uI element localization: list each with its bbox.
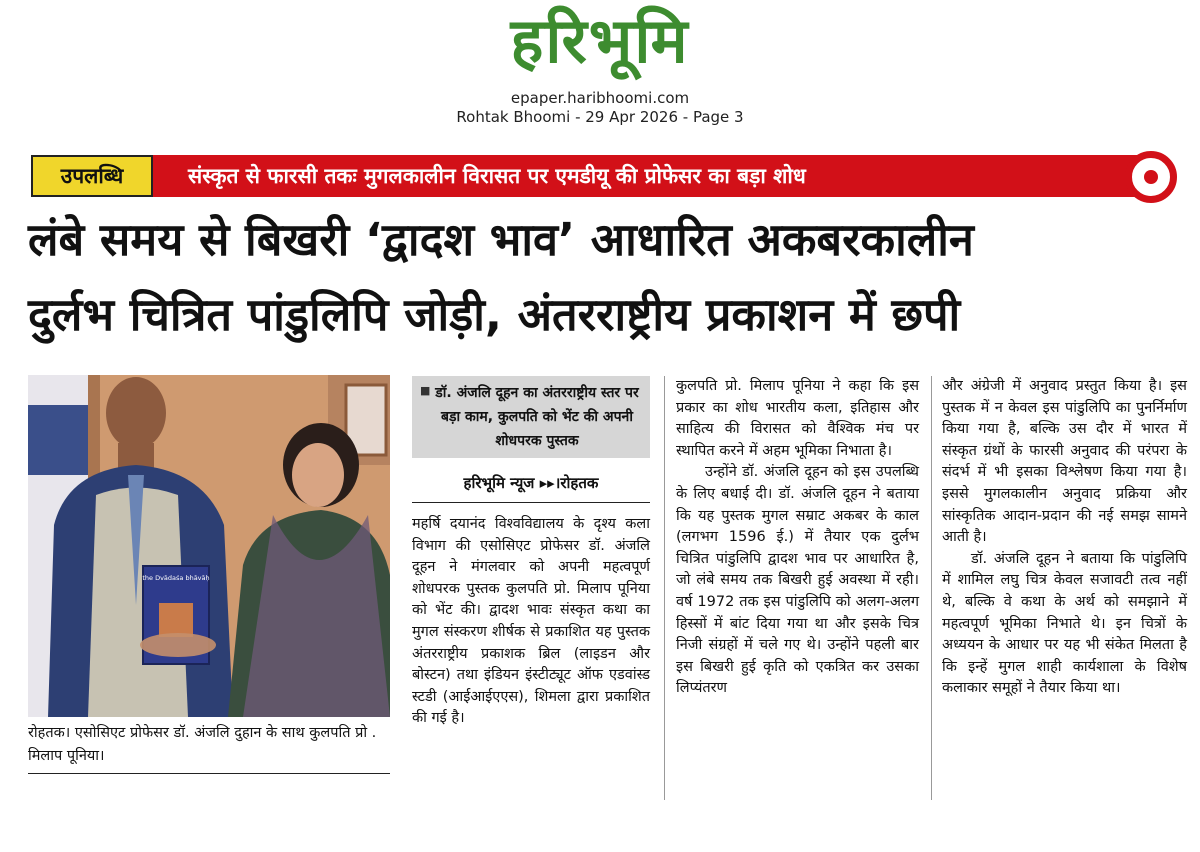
- article-column-2: [676, 376, 919, 700]
- paragraph: और अंग्रेजी में अनुवाद प्रस्तुत किया है। इस पुस्तक में न केवल इस पांडुलिपि का पुनर्निर्माण किया गया है, बल्कि उस दौर में भारत में संस्कृत ग्रंथों के फारसी अनुवाद की परंपरा के संदर्भ में भी इसका विश्लेषण किया गया है। इससे मुगलकालीन अनुवाद प्रक्रिया और सांस्कृतिक आदान-प्रदान की नई समझ सामने आती है।: [942, 378, 1187, 546]
- strip-end-dot-icon: [1144, 170, 1158, 184]
- masthead-logo: [0, 0, 1200, 82]
- kicker-text: डॉ. अंजलि दूहन का अंतरराष्ट्रीय स्तर पर बड़ा काम, कुलपति को भेंट की अपनी शोधपरक पुस्तक: [435, 385, 639, 449]
- headline-line-1: लंबे समय से बिखरी ‘द्वादश भाव’ आधारित अकबरकालीन: [28, 213, 974, 266]
- section-strip: संस्कृत से फारसी तकः मुगलकालीन विरासत पर एमडीयू की प्रोफेसर का बड़ा शोध: [152, 155, 1152, 197]
- section-tag: उपलब्धि: [31, 155, 153, 197]
- book-cover-title: the Dvādaśa bhāvāḥ: [142, 574, 210, 582]
- edition-line: Rohtak Bhoomi - 29 Apr 2026 - Page 3: [456, 108, 744, 126]
- byline-divider: [412, 502, 650, 503]
- column-divider: [931, 376, 932, 800]
- headline-line-2: दुर्लभ चित्रित पांडुलिपि जोड़ी, अंतरराष्ट्रीय प्रकाशन में छपी: [28, 288, 961, 341]
- photo-illustration: [28, 375, 390, 717]
- photo-caption: रोहतक। एसोसिएट प्रोफेसर डॉ. अंजलि दुहान के साथ कुलपति प्रो . मिलाप पूनिया।: [28, 725, 377, 764]
- caption-divider: [28, 773, 390, 774]
- paragraph: डॉ. अंजलि दूहन ने बताया कि पांडुलिपि में शामिल लघु चित्र केवल सजावटी तत्व नहीं थे, बल्कि वे कथा के अर्थ को समझाने में महत्वपूर्ण भूमिका निभाते थे। इन चित्रों के अध्ययन के आधार पर यह भी संकेत मिलता है कि इन्हें मुगल शाही कार्यशाला के विशेष कलाकार समूहों ने तैयार किया था।: [942, 550, 1187, 697]
- article-column-3: [942, 376, 1187, 700]
- logo-text: हरिभूमि: [510, 4, 690, 77]
- paragraph: कुलपति प्रो. मिलाप पूनिया ने कहा कि इस प्रकार का शोध भारतीय कला, इतिहास और साहित्य की विरासत को वैश्विक मंच पर स्थापित करने में अहम भूमिका निभाता है।: [676, 378, 919, 459]
- paragraph: उन्होंने डॉ. अंजलि दूहन को इस उपलब्धि के लिए बधाई दी। डॉ. अंजलि दूहन ने बताया कि यह पुस्तक मुगल सम्राट अकबर के काल (लगभग 1596 ई.) में तैयार एक दुर्लभ चित्रित पांडुलिपि द्वादश भाव पर आधारित है, जो लंबे समय तक बिखरी हुई अवस्था में रही। वर्ष 1972 तक इस पांडुलिपि को अलग-अलग हिस्सों में बांट दिया गया था और इसके चित्र निजी संग्रहों में चले गए थे। उन्होंने पहली बार इस बिखरी हुई कृति को एकत्रित कर उसका लिप्यंतरण: [676, 464, 919, 697]
- kicker-bullet-icon: ■: [420, 384, 431, 397]
- epaper-url: epaper.haribhoomi.com: [510, 89, 690, 107]
- byline: हरिभूमि न्यूज ▸▸।रोहतक: [463, 474, 599, 492]
- column-divider: [664, 376, 665, 800]
- paragraph: महर्षि दयानंद विश्वविद्यालय के दृश्य कला विभाग की एसोसिएट प्रोफेसर डॉ. अंजलि दूहन ने मंगलवार को अपनी महत्वपूर्ण शोधपरक पुस्तक कुलपति प्रो. मिलाप पूनिया को भेंट की। द्वादश भावः संस्कृत कथा का मुगल संस्करण शीर्षक से प्रकाशित यह पुस्तक अंतरराष्ट्रीय प्रकाशक ब्रिल (लाइडन और बोस्टन) तथा इंडियन इंस्टीट्यूट ऑफ एडवांस्ड स्टडी (आईआईएएस), शिमला द्वारा प्रकाशित की गई है।: [412, 516, 650, 727]
- article-column-1: [412, 514, 650, 730]
- news-photo: [28, 375, 390, 717]
